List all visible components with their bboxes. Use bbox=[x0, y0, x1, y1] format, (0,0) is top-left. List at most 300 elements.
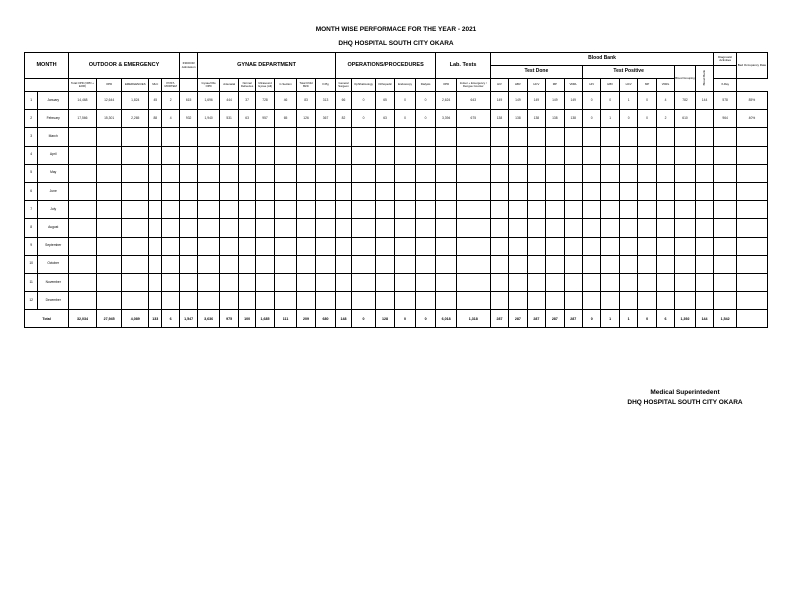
data-cell bbox=[219, 255, 238, 273]
data-cell bbox=[122, 164, 149, 182]
row-number: 9 bbox=[25, 237, 38, 255]
data-cell bbox=[96, 255, 122, 273]
data-cell: 3,394 bbox=[436, 110, 457, 128]
data-cell: 578 bbox=[714, 92, 737, 110]
data-cell bbox=[122, 128, 149, 146]
data-cell: 63 bbox=[239, 110, 255, 128]
data-cell bbox=[638, 182, 656, 200]
data-cell bbox=[149, 273, 162, 291]
data-cell bbox=[255, 164, 274, 182]
data-cell bbox=[490, 255, 508, 273]
data-cell bbox=[96, 146, 122, 164]
data-cell bbox=[335, 128, 351, 146]
data-cell bbox=[69, 164, 97, 182]
data-cell bbox=[675, 128, 696, 146]
col-post-mortem: POST-MORTEM bbox=[162, 79, 179, 92]
col-pos-hcv: HCV bbox=[619, 79, 637, 92]
data-cell bbox=[436, 237, 457, 255]
data-cell bbox=[509, 292, 527, 310]
row-number: 4 bbox=[25, 146, 38, 164]
data-cell bbox=[714, 219, 737, 237]
data-cell bbox=[352, 219, 376, 237]
data-cell bbox=[415, 201, 436, 219]
gynae-header: GYNAE DEPARTMENT bbox=[198, 53, 335, 79]
data-cell bbox=[736, 164, 767, 182]
outdoor-header: OUTDOOR & EMERGENCY bbox=[69, 53, 180, 79]
col-done-hiv: HIV bbox=[490, 79, 508, 92]
data-cell bbox=[736, 219, 767, 237]
data-cell bbox=[149, 219, 162, 237]
data-cell bbox=[675, 164, 696, 182]
data-cell bbox=[527, 219, 545, 237]
data-cell bbox=[436, 273, 457, 291]
data-cell bbox=[436, 164, 457, 182]
month-name: March bbox=[38, 128, 69, 146]
table-row bbox=[25, 164, 768, 182]
data-cell bbox=[564, 255, 582, 273]
data-cell bbox=[179, 255, 197, 273]
data-cell bbox=[695, 255, 714, 273]
data-cell bbox=[219, 164, 238, 182]
row-number: 3 bbox=[25, 128, 38, 146]
data-cell bbox=[714, 182, 737, 200]
data-cell bbox=[162, 128, 179, 146]
data-cell bbox=[415, 237, 436, 255]
data-cell: 2,265 bbox=[122, 110, 149, 128]
data-cell: 0 bbox=[352, 92, 376, 110]
data-cell bbox=[316, 237, 336, 255]
data-cell bbox=[149, 164, 162, 182]
col-orthopedic: Orthopedic bbox=[375, 79, 394, 92]
data-cell bbox=[255, 292, 274, 310]
data-cell bbox=[219, 201, 238, 219]
data-cell bbox=[179, 201, 197, 219]
data-cell bbox=[122, 182, 149, 200]
data-cell bbox=[96, 201, 122, 219]
data-cell bbox=[122, 201, 149, 219]
total-cell: 4,089 bbox=[122, 310, 149, 328]
data-cell bbox=[675, 273, 696, 291]
data-cell bbox=[638, 273, 656, 291]
data-cell bbox=[162, 237, 179, 255]
total-cell: 1,318 bbox=[456, 310, 490, 328]
data-cell: 728 bbox=[255, 92, 274, 110]
data-cell bbox=[601, 182, 619, 200]
data-cell bbox=[122, 219, 149, 237]
data-cell bbox=[583, 128, 601, 146]
data-cell bbox=[564, 292, 582, 310]
data-cell bbox=[162, 201, 179, 219]
data-cell bbox=[179, 128, 197, 146]
data-cell bbox=[736, 255, 767, 273]
data-cell bbox=[564, 128, 582, 146]
data-cell bbox=[490, 273, 508, 291]
data-cell bbox=[395, 219, 416, 237]
table-body bbox=[25, 53, 768, 328]
data-cell bbox=[638, 237, 656, 255]
data-cell bbox=[490, 164, 508, 182]
data-cell bbox=[219, 146, 238, 164]
data-cell bbox=[179, 182, 197, 200]
data-cell bbox=[255, 182, 274, 200]
data-cell bbox=[656, 201, 674, 219]
data-cell bbox=[656, 219, 674, 237]
data-cell bbox=[601, 201, 619, 219]
total-cell: 1 bbox=[601, 310, 619, 328]
data-cell bbox=[456, 255, 490, 273]
data-cell bbox=[527, 237, 545, 255]
data-cell bbox=[415, 146, 436, 164]
month-sub-spacer bbox=[25, 79, 69, 92]
data-cell: 65 bbox=[275, 110, 297, 128]
data-cell: 85% bbox=[736, 92, 767, 110]
data-cell bbox=[509, 146, 527, 164]
data-cell bbox=[96, 182, 122, 200]
table-row bbox=[25, 146, 768, 164]
data-cell bbox=[122, 146, 149, 164]
month-name: October bbox=[38, 255, 69, 273]
data-cell bbox=[601, 219, 619, 237]
data-cell bbox=[395, 273, 416, 291]
data-cell bbox=[601, 237, 619, 255]
data-cell bbox=[239, 128, 255, 146]
data-cell bbox=[162, 292, 179, 310]
data-cell bbox=[395, 128, 416, 146]
data-cell bbox=[583, 164, 601, 182]
data-cell bbox=[352, 255, 376, 273]
total-cell: 0 bbox=[352, 310, 376, 328]
data-cell bbox=[415, 182, 436, 200]
data-cell bbox=[352, 201, 376, 219]
data-cell bbox=[179, 292, 197, 310]
data-cell bbox=[179, 273, 197, 291]
total-cell: 0 bbox=[415, 310, 436, 328]
data-cell bbox=[415, 255, 436, 273]
total-cell: 287 bbox=[564, 310, 582, 328]
total-cell: 32,034 bbox=[69, 310, 97, 328]
data-cell bbox=[395, 255, 416, 273]
data-cell bbox=[675, 237, 696, 255]
data-cell bbox=[695, 273, 714, 291]
data-cell bbox=[714, 164, 737, 182]
col-done-hcv: HCV bbox=[527, 79, 545, 92]
total-cell: 287 bbox=[527, 310, 545, 328]
data-cell: 0 bbox=[395, 92, 416, 110]
data-cell: 46 bbox=[275, 92, 297, 110]
data-cell bbox=[149, 146, 162, 164]
data-cell bbox=[239, 273, 255, 291]
data-cell bbox=[375, 201, 394, 219]
data-cell bbox=[675, 201, 696, 219]
data-cell bbox=[162, 255, 179, 273]
data-cell: 0 bbox=[395, 110, 416, 128]
data-cell bbox=[601, 292, 619, 310]
data-cell bbox=[69, 273, 97, 291]
data-cell bbox=[395, 237, 416, 255]
row-number: 11 bbox=[25, 273, 38, 291]
data-cell: 0 bbox=[415, 92, 436, 110]
data-cell bbox=[219, 292, 238, 310]
data-cell bbox=[352, 182, 376, 200]
data-cell bbox=[335, 146, 351, 164]
data-cell bbox=[255, 237, 274, 255]
data-cell bbox=[656, 273, 674, 291]
total-cell: 1 bbox=[619, 310, 637, 328]
data-cell bbox=[601, 128, 619, 146]
data-cell bbox=[546, 128, 564, 146]
data-cell: 0 bbox=[638, 92, 656, 110]
data-cell: 149 bbox=[509, 92, 527, 110]
data-cell bbox=[714, 128, 737, 146]
data-cell bbox=[149, 292, 162, 310]
month-name: June bbox=[38, 182, 69, 200]
data-cell bbox=[255, 219, 274, 237]
data-cell bbox=[527, 255, 545, 273]
col-xray: X-Ray bbox=[714, 79, 737, 92]
data-cell bbox=[316, 182, 336, 200]
data-cell bbox=[69, 292, 97, 310]
data-cell bbox=[255, 201, 274, 219]
data-cell: 126 bbox=[296, 110, 315, 128]
data-cell bbox=[179, 164, 197, 182]
data-cell bbox=[619, 164, 637, 182]
data-cell bbox=[316, 164, 336, 182]
data-cell: 367 bbox=[316, 110, 336, 128]
data-cell bbox=[583, 292, 601, 310]
data-cell: 964 bbox=[714, 110, 737, 128]
data-cell bbox=[638, 164, 656, 182]
diagnostic-header: Diagnostic Activities bbox=[714, 53, 737, 66]
row-number: 5 bbox=[25, 164, 38, 182]
table-row bbox=[25, 292, 768, 310]
col-normal-deliveries: Normal Deliveries bbox=[239, 79, 255, 92]
month-name: April bbox=[38, 146, 69, 164]
data-cell: 643 bbox=[456, 92, 490, 110]
data-cell bbox=[601, 146, 619, 164]
data-cell bbox=[436, 128, 457, 146]
total-cell: 209 bbox=[296, 310, 315, 328]
data-cell bbox=[675, 292, 696, 310]
data-cell bbox=[415, 164, 436, 182]
data-cell bbox=[601, 273, 619, 291]
data-cell bbox=[96, 164, 122, 182]
data-cell: 531 bbox=[219, 110, 238, 128]
data-cell bbox=[415, 292, 436, 310]
data-cell: 83 bbox=[296, 92, 315, 110]
data-cell bbox=[352, 164, 376, 182]
data-cell: 932 bbox=[179, 110, 197, 128]
data-cell bbox=[149, 128, 162, 146]
data-cell bbox=[335, 237, 351, 255]
data-cell bbox=[122, 292, 149, 310]
total-cell: 1,392 bbox=[675, 310, 696, 328]
data-cell bbox=[375, 255, 394, 273]
bed-occupancy-header: Bed Occupancy Rate bbox=[736, 53, 767, 79]
data-cell bbox=[583, 255, 601, 273]
data-cell bbox=[601, 164, 619, 182]
data-cell bbox=[316, 219, 336, 237]
data-cell: 0 bbox=[352, 110, 376, 128]
data-cell: 149 bbox=[527, 92, 545, 110]
data-cell bbox=[375, 164, 394, 182]
col-done-mp: MP bbox=[546, 79, 564, 92]
data-cell: 4 bbox=[162, 110, 179, 128]
data-cell bbox=[239, 219, 255, 237]
data-cell bbox=[509, 273, 527, 291]
total-cell: 6 bbox=[656, 310, 674, 328]
data-cell bbox=[675, 219, 696, 237]
data-cell bbox=[619, 255, 637, 273]
hospital-name: DHQ HOSPITAL SOUTH CITY OKARA bbox=[338, 40, 454, 47]
data-cell bbox=[219, 128, 238, 146]
data-cell: 0 bbox=[638, 110, 656, 128]
total-cell: 1,547 bbox=[179, 310, 197, 328]
data-cell: 1 bbox=[601, 110, 619, 128]
data-cell bbox=[255, 255, 274, 273]
data-cell bbox=[96, 128, 122, 146]
operations-header: OPERATIONS/PROCEDURES bbox=[335, 53, 436, 79]
month-name: May bbox=[38, 164, 69, 182]
data-cell bbox=[316, 255, 336, 273]
table-row bbox=[25, 201, 768, 219]
data-cell bbox=[96, 273, 122, 291]
data-cell: 0 bbox=[583, 110, 601, 128]
data-cell bbox=[162, 219, 179, 237]
data-cell bbox=[335, 164, 351, 182]
data-cell bbox=[352, 128, 376, 146]
data-cell bbox=[736, 237, 767, 255]
col-indoor-spacer bbox=[179, 79, 197, 92]
data-cell bbox=[296, 292, 315, 310]
data-cell bbox=[275, 128, 297, 146]
data-cell bbox=[546, 237, 564, 255]
data-cell bbox=[564, 219, 582, 237]
col-pos-mp: MP bbox=[638, 79, 656, 92]
data-cell bbox=[375, 128, 394, 146]
data-cell bbox=[546, 182, 564, 200]
data-cell: 15,301 bbox=[96, 110, 122, 128]
data-cell bbox=[239, 182, 255, 200]
col-general-surgeon: General Surgeon bbox=[335, 79, 351, 92]
data-cell bbox=[316, 273, 336, 291]
signature-title: Medical Superintedent bbox=[650, 389, 720, 396]
data-cell bbox=[69, 237, 97, 255]
total-cell: 6,018 bbox=[436, 310, 457, 328]
data-cell bbox=[736, 292, 767, 310]
data-cell: 144 bbox=[695, 92, 714, 110]
month-name: January bbox=[38, 92, 69, 110]
data-cell bbox=[490, 146, 508, 164]
data-cell bbox=[456, 237, 490, 255]
col-total-child-birth: Total Child Birth bbox=[296, 79, 315, 92]
data-cell bbox=[395, 182, 416, 200]
data-cell: 138 bbox=[546, 110, 564, 128]
data-cell: 4 bbox=[656, 92, 674, 110]
data-cell bbox=[296, 219, 315, 237]
data-cell bbox=[527, 128, 545, 146]
data-cell: 149 bbox=[546, 92, 564, 110]
data-cell: 66 bbox=[335, 92, 351, 110]
data-cell bbox=[490, 201, 508, 219]
data-cell bbox=[583, 182, 601, 200]
data-cell bbox=[583, 201, 601, 219]
total-cell: 0 bbox=[638, 310, 656, 328]
report-title: MONTH WISE PERFORMACE FOR THE YEAR - 2021 bbox=[315, 26, 477, 33]
data-cell bbox=[695, 201, 714, 219]
total-cell: 0 bbox=[395, 310, 416, 328]
data-cell bbox=[219, 219, 238, 237]
col-lab-indoor: Indoor + Emergency / Dengue Counter bbox=[456, 79, 490, 92]
data-cell bbox=[395, 292, 416, 310]
data-cell bbox=[619, 201, 637, 219]
data-cell bbox=[456, 219, 490, 237]
data-cell bbox=[375, 146, 394, 164]
data-cell bbox=[695, 146, 714, 164]
data-cell: 2 bbox=[656, 110, 674, 128]
data-cell bbox=[96, 292, 122, 310]
data-cell bbox=[219, 237, 238, 255]
month-name: August bbox=[38, 219, 69, 237]
data-cell bbox=[436, 255, 457, 273]
data-cell bbox=[198, 201, 220, 219]
data-cell bbox=[456, 128, 490, 146]
col-opd: OPD bbox=[96, 79, 122, 92]
data-cell bbox=[695, 164, 714, 182]
data-cell bbox=[198, 219, 220, 237]
data-cell bbox=[619, 146, 637, 164]
data-cell bbox=[736, 146, 767, 164]
data-cell bbox=[546, 292, 564, 310]
col-lab-opd: OPD bbox=[436, 79, 457, 92]
data-cell bbox=[149, 201, 162, 219]
data-cell bbox=[162, 273, 179, 291]
row-number: 2 bbox=[25, 110, 38, 128]
col-gynae-opd: Gynae/Obs OPD bbox=[198, 79, 220, 92]
total-cell: 133 bbox=[149, 310, 162, 328]
data-cell bbox=[695, 237, 714, 255]
data-cell bbox=[122, 255, 149, 273]
data-cell bbox=[375, 219, 394, 237]
data-cell: 12,644 bbox=[96, 92, 122, 110]
data-cell bbox=[436, 182, 457, 200]
data-cell bbox=[69, 219, 97, 237]
data-cell: 675 bbox=[456, 110, 490, 128]
data-cell bbox=[564, 273, 582, 291]
data-cell bbox=[352, 146, 376, 164]
data-cell bbox=[198, 255, 220, 273]
col-emergencies: EMERGENCIES bbox=[122, 79, 149, 92]
blood-grouping-header: Blood Grouping bbox=[675, 66, 696, 92]
total-cell: 3,636 bbox=[198, 310, 220, 328]
data-cell bbox=[527, 292, 545, 310]
data-cell bbox=[509, 164, 527, 182]
data-cell bbox=[456, 292, 490, 310]
data-cell bbox=[619, 292, 637, 310]
indoor-header: INDOOR Admission bbox=[179, 53, 197, 79]
data-cell bbox=[546, 219, 564, 237]
total-cell: 27,945 bbox=[96, 310, 122, 328]
data-cell bbox=[375, 182, 394, 200]
data-cell bbox=[546, 146, 564, 164]
data-cell bbox=[509, 201, 527, 219]
data-cell bbox=[656, 182, 674, 200]
data-cell bbox=[619, 219, 637, 237]
data-cell bbox=[527, 164, 545, 182]
data-cell bbox=[527, 201, 545, 219]
data-cell bbox=[162, 164, 179, 182]
data-cell: 957 bbox=[255, 110, 274, 128]
data-cell bbox=[275, 201, 297, 219]
